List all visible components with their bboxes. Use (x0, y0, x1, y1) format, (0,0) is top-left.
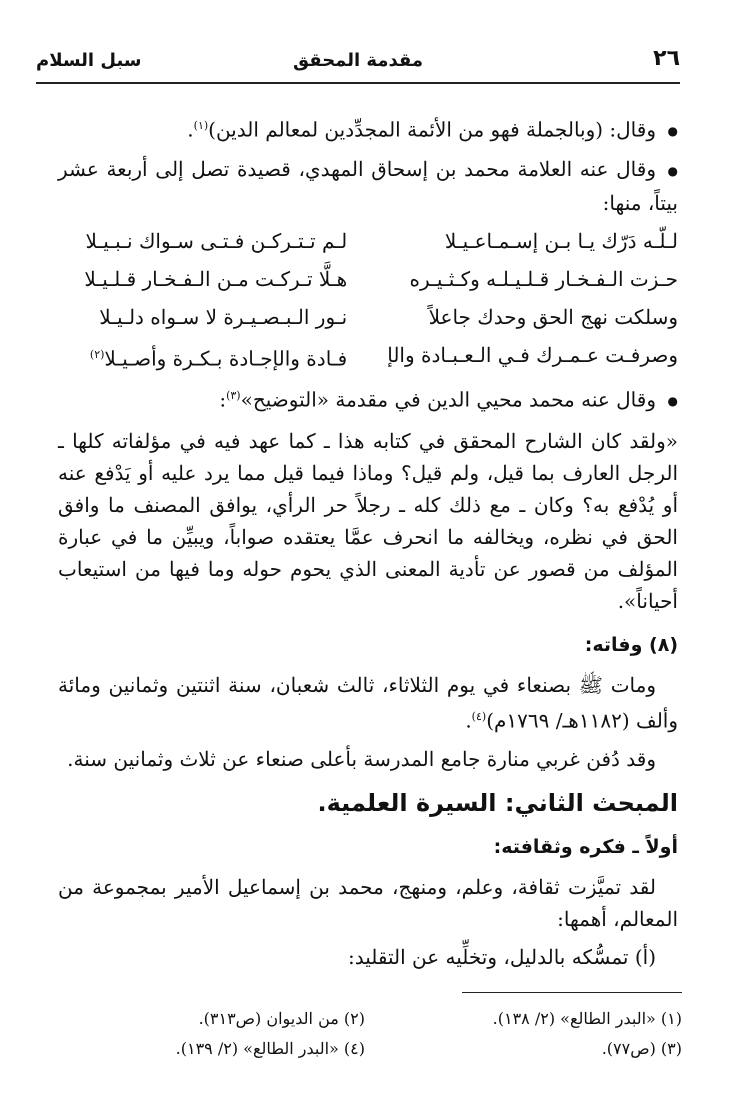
paragraph-text: وقال عنه العلامة محمد بن إسحاق المهدي، قصيدة تصل إلى أربعة عشر بيتاً، منها: (58, 157, 678, 215)
quote-intro-paragraph: ● وقال عنه محمد محيي الدين في مقدمة «التوضيح»$^{(٣)}$: (58, 380, 678, 417)
paragraph-text: وقال عنه محمد محيي الدين في مقدمة «التوضيح» (240, 387, 656, 412)
page-body (58, 110, 678, 979)
footnote-ref[interactable]: (٢) (89, 347, 105, 361)
footnote-4 (72, 1034, 365, 1064)
footnote-3 (389, 1034, 682, 1064)
sub-heading: أولاً ـ فكره وثقافته: (493, 836, 678, 859)
hemistich-text: فـادة والإجـادة بـكـرة وأصـيـلا (104, 346, 348, 371)
page-number: ٢٦ (653, 46, 680, 71)
footnotes (72, 1004, 682, 1064)
footnote-text: من الديوان (ص٣١٣). (198, 1009, 339, 1028)
footnote-1 (389, 1004, 682, 1034)
poem-intro-paragraph (58, 153, 678, 219)
footnote-ref[interactable]: (٤) (471, 710, 487, 724)
footnote-ref[interactable]: (١) (193, 119, 209, 132)
burial-paragraph: وقد دُفن غربي منارة جامع المدرسة بأعلى صنعاء عن ثلاث وثمانين سنة. (67, 747, 656, 772)
poem-verse-1-left: لـم تـتـركـن فـتـى سـواك نـبـيـلا (85, 228, 348, 253)
book-title: سبل السلام (36, 50, 142, 71)
quote-paragraph-1: ● وقال: (وبالجملة فهو من الأئمة المجدِّدين لمعالم الدين)$^{(١)}$. (58, 110, 678, 147)
poem-verse-4-right: وصرفـت عـمـرك فـي الـعـبـادة والإ (387, 342, 678, 367)
footnote-divider (462, 992, 682, 993)
intro-paragraph: لقد تميَّزت ثقافة، وعلم، ومنهج، محمد بن إسماعيل الأمير بمجموعة من المعالم، أهمها: (58, 875, 678, 932)
point-a-paragraph: (أ) تمسُّكه بالدليل، وتخلِّيه عن التقليد: (347, 945, 656, 970)
poem-verse-2-left: هـلَّا تـركـت مـن الـفـخـار قـلـيـلا (84, 266, 348, 291)
poem-verse-3-left: نـور الـبـصـيـرة لا سـواه دلـيـلا (99, 304, 348, 329)
footnote-ref[interactable]: (٣) (226, 389, 241, 403)
poem-verse-4-left (58, 339, 347, 375)
footnote-text: «البدر الطالع» (٢/ ١٣٨). (492, 1009, 656, 1028)
poem-verse-3-right: وسلكت نهج الحق وحدك جاعلاً (428, 304, 678, 329)
footnote-number: (١) (660, 1009, 682, 1028)
footnote-text: (ص٧٧). (601, 1039, 656, 1058)
header-divider (36, 82, 680, 84)
paragraph-text: وقال: (وبالجملة فهو من الأئمة المجدِّدين لمعالم الدين) (208, 117, 656, 142)
poem-verse-1-right: لـلّـه دَرّك يـا بـن إسـمـاعـيـلا (444, 228, 678, 253)
block-quote: «ولقد كان الشارح المحقق في كتابه هذا ـ كما عهد فيه في مؤلفاته كلها ـ الرجل العارف بما قيل، ولم قيل؟ وماذا فيما قيل مما يرد عليه أو يَدْفع عنه أو يُدْفع به؟ وكان ـ مع ذلك كله ـ رجلاً حر الرأي، يوافق المصنف ما وافق الحق في نظره، ويخالفه ما انحرف عمَّا يعتقده صواباً، ويبيِّن ما في عبارة المؤلف من قصور عن تأدية المعنى الذي يحوم حوله وما فيها من استيعاب أحياناً». (58, 429, 678, 614)
poem-verse-2-right: حـزت الـفـخـار قـلـيـلـه وكـثـيـره (409, 266, 678, 291)
footnote-2 (72, 1004, 365, 1034)
footnote-number: (٣) (660, 1039, 682, 1058)
paragraph-text: ومات ﷺ بصنعاء في يوم الثلاثاء، ثالث شعبان، سنة اثنتين وثمانين ومائة وألف (١١٨٢هـ/ ١٧٦٩م) (58, 673, 678, 734)
page-header (36, 46, 680, 82)
chapter-title: مقدمة المحقق (293, 50, 423, 71)
footnote-text: «البدر الطالع» (٢/ ١٣٩). (175, 1039, 339, 1058)
footnote-number: (٢) (343, 1009, 365, 1028)
poem (58, 225, 678, 375)
death-paragraph: ومات ﷺ بصنعاء في يوم الثلاثاء، ثالث شعبان، سنة اثنتين وثمانين ومائة وألف (١١٨٢هـ/ ١٧٦٩م)$^{(٤)}$. (58, 673, 678, 734)
major-heading: المبحث الثاني: السيرة العلمية. (317, 789, 678, 818)
section-heading-death: (٨) وفاته: (584, 634, 678, 657)
footnote-number: (٤) (343, 1039, 365, 1058)
